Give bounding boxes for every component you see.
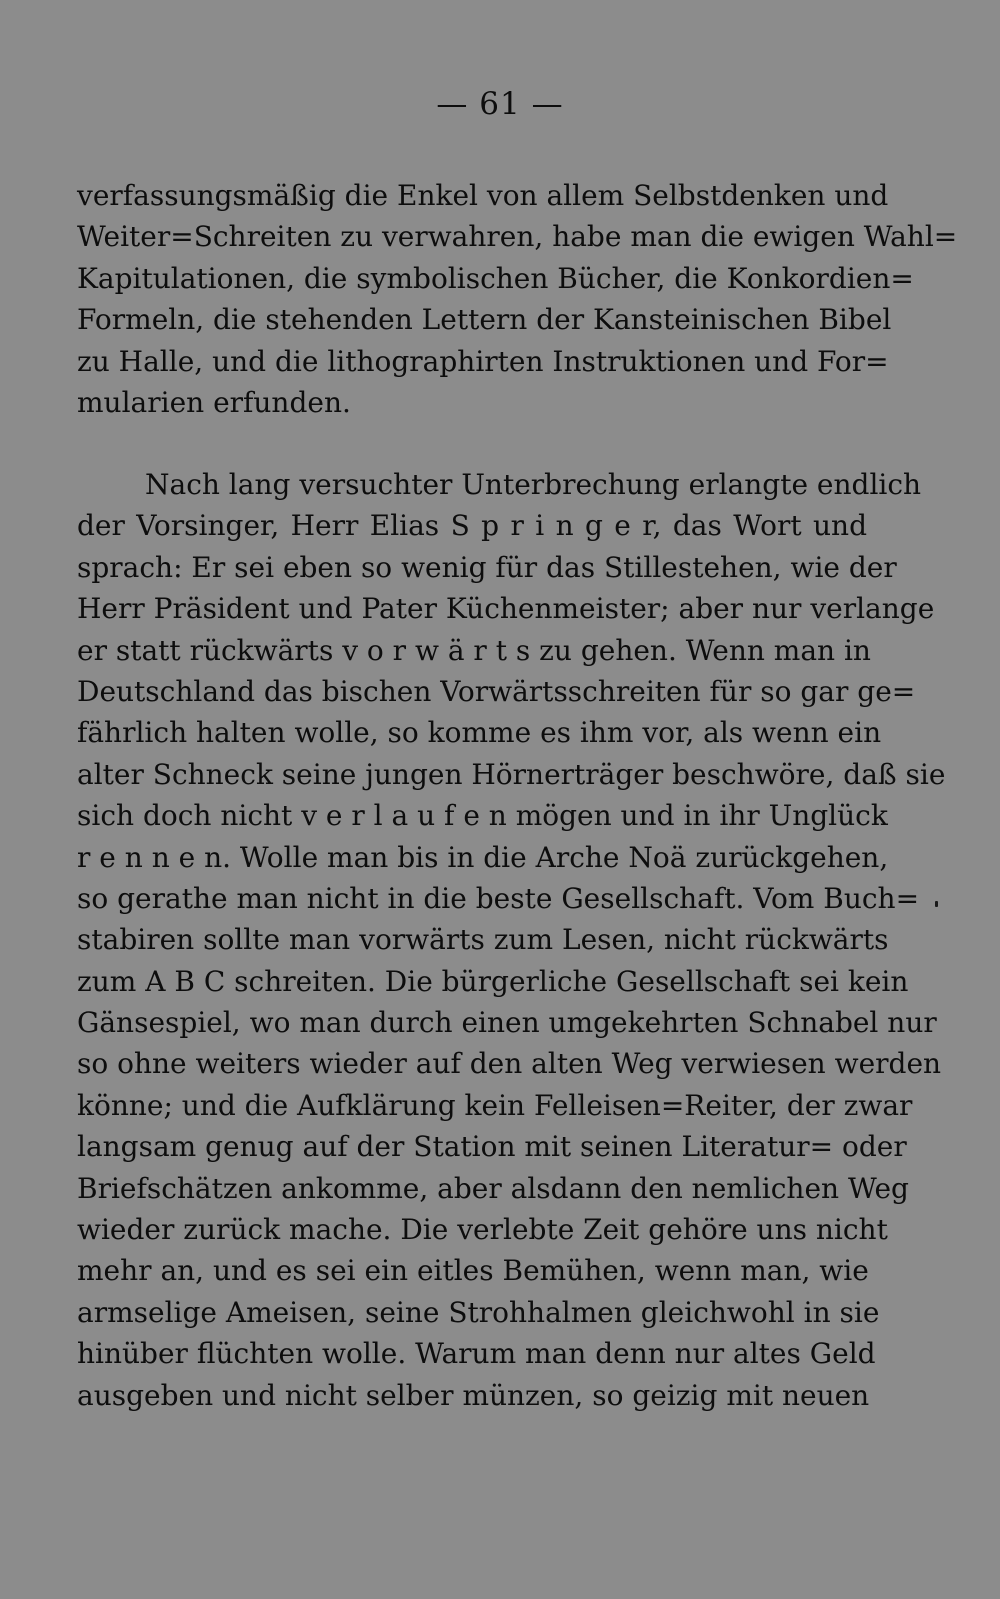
- text-line: Nach lang versuchter Unterbrechung erlangte endlich: [145, 468, 922, 501]
- text-line: verfassungsmäßig die Enkel von allem Selbstdenken und: [77, 179, 889, 212]
- text-line: Gänsespiel, wo man durch einen umgekehrten Schnabel nur: [77, 1006, 937, 1040]
- text-line: so gerathe man nicht in die beste Gesellschaft. Vom Buch=: [77, 881, 920, 915]
- text-line: zu Halle, und die lithographirten Instruktionen und For=: [77, 344, 889, 378]
- text-line: so ohne weiters wieder auf den alten Weg verwiesen werden: [77, 1047, 942, 1081]
- text-line: ausgeben und nicht selber münzen, so geizig mit neuen: [77, 1378, 870, 1412]
- ink-speck: [935, 901, 938, 907]
- text-line: armselige Ameisen, seine Strohhalmen gleichwohl in sie: [77, 1295, 880, 1329]
- text-line: wieder zurück mache. Die verlebte Zeit gehöre uns nicht: [77, 1213, 888, 1247]
- text-line: sich doch nicht v e r l a u f e n mögen und in ihr Unglück: [77, 799, 888, 833]
- page-number: — 61 —: [436, 86, 564, 122]
- text-line: Kapitulationen, die symbolischen Bücher, die Konkordien=: [77, 261, 914, 295]
- text-line: könne; und die Aufklärung kein Felleisen=Reiter, der zwar: [77, 1088, 913, 1122]
- text-line: mularien erfunden.: [77, 385, 351, 419]
- text-line: Briefschätzen ankomme, aber alsdann den nemlichen Weg: [77, 1171, 909, 1205]
- text-line: sprach: Er sei eben so wenig für das Stillestehen, wie der: [77, 550, 897, 584]
- text-line: Formeln, die stehenden Lettern der Kansteinischen Bibel: [77, 303, 892, 337]
- text-line: er statt rückwärts v o r w ä r t s zu gehen. Wenn man in: [77, 633, 871, 667]
- text-line: der Vorsinger, Herr Elias S p r i n g e r, das Wort und: [77, 509, 867, 543]
- text-line: zum A B C schreiten. Die bürgerliche Gesellschaft sei kein: [77, 964, 909, 998]
- text-line: langsam genug auf der Station mit seinen Literatur= oder: [77, 1130, 907, 1164]
- text-line: fährlich halten wolle, so komme es ihm vor, als wenn ein: [77, 716, 882, 750]
- text-line: Weiter=Schreiten zu verwahren, habe man die ewigen Wahl=: [77, 220, 958, 254]
- text-line: Herr Präsident und Pater Küchenmeister; aber nur verlange: [77, 592, 935, 626]
- paragraph-2: [77, 464, 946, 1416]
- text-line: stabiren sollte man vorwärts zum Lesen, nicht rückwärts: [77, 923, 889, 957]
- text-line: hinüber flüchten wolle. Warum man denn nur altes Geld: [77, 1337, 876, 1371]
- text-line: mehr an, und es sei ein eitles Bemühen, wenn man, wie: [77, 1254, 869, 1288]
- text-line: r e n n e n. Wolle man bis in die Arche Noä zurückgehen,: [77, 840, 889, 874]
- text-line: alter Schneck seine jungen Hörnerträger beschwöre, daß sie: [77, 757, 946, 791]
- text-line: Deutschland das bischen Vorwärtsschreiten für so gar ge=: [77, 674, 916, 708]
- paragraph-1: [77, 175, 958, 423]
